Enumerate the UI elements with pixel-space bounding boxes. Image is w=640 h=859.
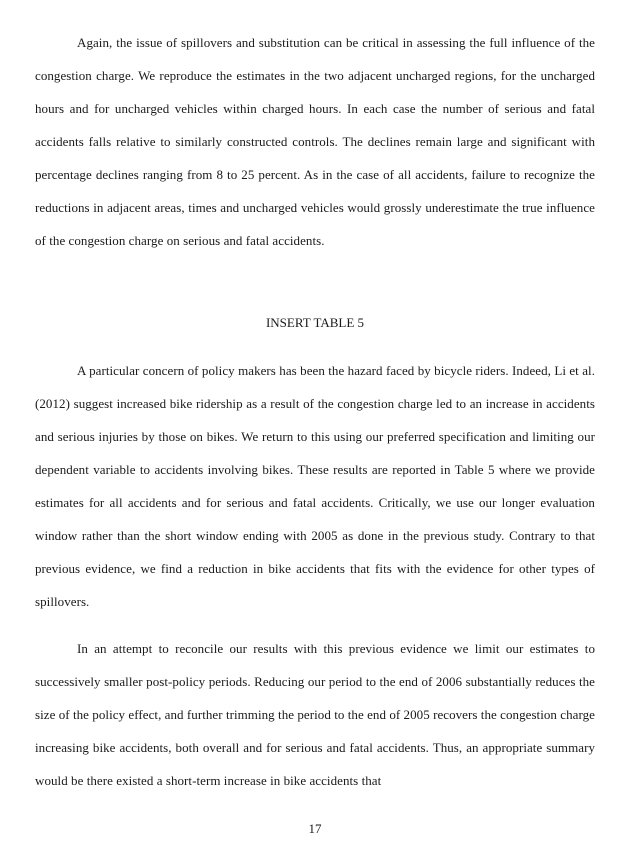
paragraph-reconcile-results: In an attempt to reconcile our results with this previous evidence we limit our estimates to successively smaller post-policy periods. Reducing our period to the end of 2006 substantially reduces the size of the policy effect, and further trimming the period to the end of 2005 recovers the congestion charge increasing bike accidents, both overall and for serious and fatal accidents. Thus, an appropriate summary would be there existed a short-term increase in bike accidents that	[35, 641, 595, 788]
paragraph-spillovers: Again, the issue of spillovers and substitution can be critical in assessing the full influence of the congestion charge. We reproduce the estimates in the two adjacent uncharged regions, for the uncharged hours and for uncharged vehicles within charged hours. In each case the number of serious and fatal accidents falls relative to similarly constructed controls. The declines remain large and significant with percentage declines ranging from 8 to 25 percent. As in the case of all accidents, failure to recognize the reductions in adjacent areas, times and uncharged vehicles would grossly underestimate the true influence of the congestion charge on serious and fatal accidents.	[35, 35, 595, 248]
insert-table-placeholder: INSERT TABLE 5	[265, 315, 365, 330]
page-number: 17	[308, 821, 322, 836]
paragraph-bicycle-riders: A particular concern of policy makers has been the hazard faced by bicycle riders. Indeed, Li et al. (2012) suggest increased bike ridership as a result of the congestion charge led to an increase in accidents and serious injuries by those on bikes. We return to this using our preferred specification and limiting our dependent variable to accidents involving bikes. These results are reported in Table 5 where we provide estimates for all accidents and for serious and fatal accidents. Critically, we use our longer evaluation window rather than the short window ending with 2005 as done in the previous study. Contrary to that previous evidence, we find a reduction in bike accidents that fits with the evidence for other types of spillovers.	[35, 363, 595, 609]
